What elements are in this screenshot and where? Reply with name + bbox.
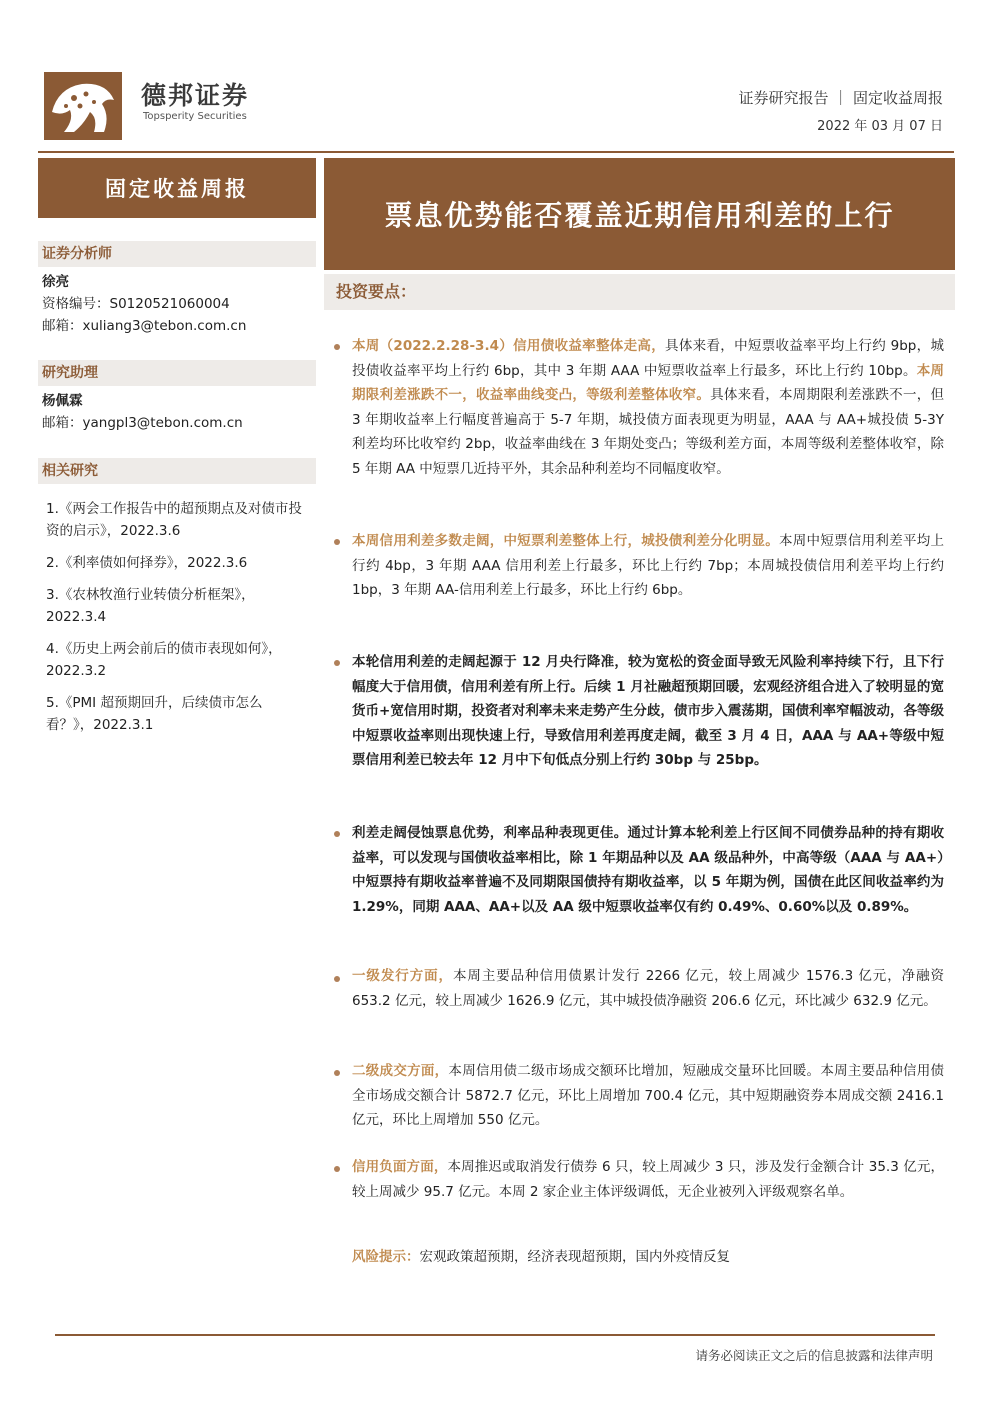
bullet-icon xyxy=(334,831,340,837)
related-research-heading: 相关研究 xyxy=(38,458,316,484)
brand-name-cn: 德邦证券 xyxy=(141,81,250,110)
key-point-spread-origin: 本轮信用利差的走阔起源于 12 月央行降准，较为宽松的资金面导致无风险利率持续下行，且下行幅度大于信用债，信用利差有所上行。后续 1 月社融超预期回暖，宏观经济组合进入了较明显的宽货币+宽信用时期，投资者对利率未来走势产生分歧，债市步入震荡期，国债利率窄幅波动，各等级中短票收益率则出现快速上行，导致信用利差再度走阔，截至 3 月 4 日，AAA 与 AA+等级中短票信用利差已较去年 12 月中下旬低点分别上行约 30bp 与 25bp。 xyxy=(352,654,944,769)
assistant-name: 杨佩霖 xyxy=(42,393,83,409)
bullet-icon xyxy=(334,1166,340,1172)
key-point-text: 具体来看，本周期限利差涨跌不一，但 3 年期收益率上行幅度普遍高于 5-7 年期，城投债方面表现更为明显，AAA 与 AA+城投债 5-3Y 利差均环比收窄约 2bp，收益率曲线在 3 年期处变凸；等级利差方面，本周等级利差整体收窄，除 5 年期 AA 中短票几近持平外，其余品种利差均不同幅度收窄。 xyxy=(352,387,945,477)
key-point-highlight: 一级发行方面， xyxy=(352,968,453,984)
related-item[interactable]: 3.《农林牧渔行业转债分析框架》，2022.3.4 xyxy=(46,587,255,625)
assistant-info xyxy=(42,390,312,434)
risk-warning xyxy=(352,1245,944,1269)
related-item[interactable]: 5.《PMI 超预期回升，后续债市怎么看？》，2022.3.1 xyxy=(46,695,263,733)
related-item[interactable]: 4.《历史上两会前后的债市表现如何》，2022.3.2 xyxy=(46,641,282,679)
report-title: 票息优势能否覆盖近期信用利差的上行 xyxy=(324,158,955,270)
key-point-text: 本周主要品种信用债累计发行 2266 亿元，较上周减少 1576.3 亿元，净融资 653.2 亿元，较上周减少 1626.9 亿元，其中城投债净融资 206.6 亿元，环比减少 632.9 亿元。 xyxy=(352,968,944,1009)
assistant-email[interactable]: 邮箱：yangpl3@tebon.com.cn xyxy=(42,415,243,431)
bullet-icon xyxy=(334,976,340,982)
report-category-banner: 固定收益周报 xyxy=(38,158,316,218)
risk-text: 宏观政策超预期，经济表现超预期，国内外疫情反复 xyxy=(419,1249,730,1265)
report-date: 2022 年 03 月 07 日 xyxy=(817,119,943,134)
bullet-icon xyxy=(334,344,340,350)
bullet-icon xyxy=(334,660,340,666)
brand-name-en: Topsperity Securities xyxy=(143,111,247,122)
key-point-highlight: 本周（2022.2.28-3.4）信用债收益率整体走高， xyxy=(352,338,666,354)
assistant-heading: 研究助理 xyxy=(38,360,316,386)
analyst-info xyxy=(42,271,312,337)
analyst-name: 徐亮 xyxy=(42,274,69,290)
related-research-list xyxy=(46,498,308,746)
footer-disclaimer: 请务必阅读正文之后的信息披露和法律声明 xyxy=(695,1348,933,1363)
footer-divider xyxy=(55,1334,935,1336)
key-point-highlight: 二级成交方面， xyxy=(352,1063,449,1079)
risk-label: 风险提示： xyxy=(352,1249,420,1265)
related-item[interactable]: 2.《利率债如何择券》，2022.3.6 xyxy=(46,555,248,571)
key-point-highlight: 本周期限利差涨跌不一，收益率曲线变凸，等级利差整体收窄。 xyxy=(352,362,944,404)
key-point-highlight: 信用负面方面， xyxy=(352,1159,448,1175)
logo-icon xyxy=(44,72,122,140)
key-point-text: 具体来看，中短票收益率平均上行约 9bp，城投债收益率平均上行约 6bp，其中 3 年期 AAA 中短票收益率上行最多，环比上行约 10bp。 xyxy=(352,338,944,379)
key-point-carry: 利差走阔侵蚀票息优势，利率品种表现更佳。通过计算本轮利差上行区间不同债券品种的持有期收益率，可以发现与国债收益率相比，除 1 年期品种以及 AA 级品种外，中高等级（AAA 与 AA+）中短票持有期收益率普遍不及同期限国债持有期收益率，以 5 年期为例，国债在此区间收益率约为 1.29%，同期 AAA、AA+以及 AA 级中短票收益率仅有约 0.49%、0.60%以及 0.89%。 xyxy=(352,825,944,915)
bullet-icon xyxy=(334,539,340,545)
key-point-text: 本周推迟或取消发行债券 6 只，较上周减少 3 只，涉及发行金额合计 35.3 亿元，较上周减少 95.7 亿元。本周 2 家企业主体评级调低，无企业被列入评级观察名单。 xyxy=(352,1159,945,1200)
key-points-heading: 投资要点： xyxy=(324,274,955,310)
key-point-spread xyxy=(352,529,944,603)
key-point-text: 本周中短票信用利差平均上行约 4bp，3 年期 AAA 信用利差上行最多，环比上行约 7bp；本周城投债信用利差平均上行约 1bp，3 年期 AA-信用利差上行最多，环比上行约 6bp。 xyxy=(352,533,945,599)
key-point-highlight: 本周信用利差多数走阔，中短票利差整体上行，城投债利差分化明显。 xyxy=(352,533,779,549)
header-divider xyxy=(38,151,954,153)
key-point-negative xyxy=(352,1155,944,1204)
key-point-text: 本周信用债二级市场成交额环比增加，短融成交量环比回暖。本周主要品种信用债全市场成交额合计 5872.7 亿元，环比上周增加 700.4 亿元，其中短期融资券本周成交额 2416.1 亿元，环比上周增加 550 亿元。 xyxy=(352,1063,945,1129)
analyst-cert: 资格编号：S0120521060004 xyxy=(42,296,230,312)
key-point-secondary xyxy=(352,1059,944,1133)
key-point-yield xyxy=(352,334,944,482)
analyst-heading: 证券分析师 xyxy=(38,241,316,267)
key-point-primary xyxy=(352,964,944,1013)
analyst-email[interactable]: 邮箱：xuliang3@tebon.com.cn xyxy=(42,318,247,334)
bullet-icon xyxy=(334,1070,340,1076)
related-item[interactable]: 1.《两会工作报告中的超预期点及对债市投资的启示》，2022.3.6 xyxy=(46,501,302,539)
report-type: 证券研究报告 ｜ 固定收益周报 xyxy=(738,89,943,107)
